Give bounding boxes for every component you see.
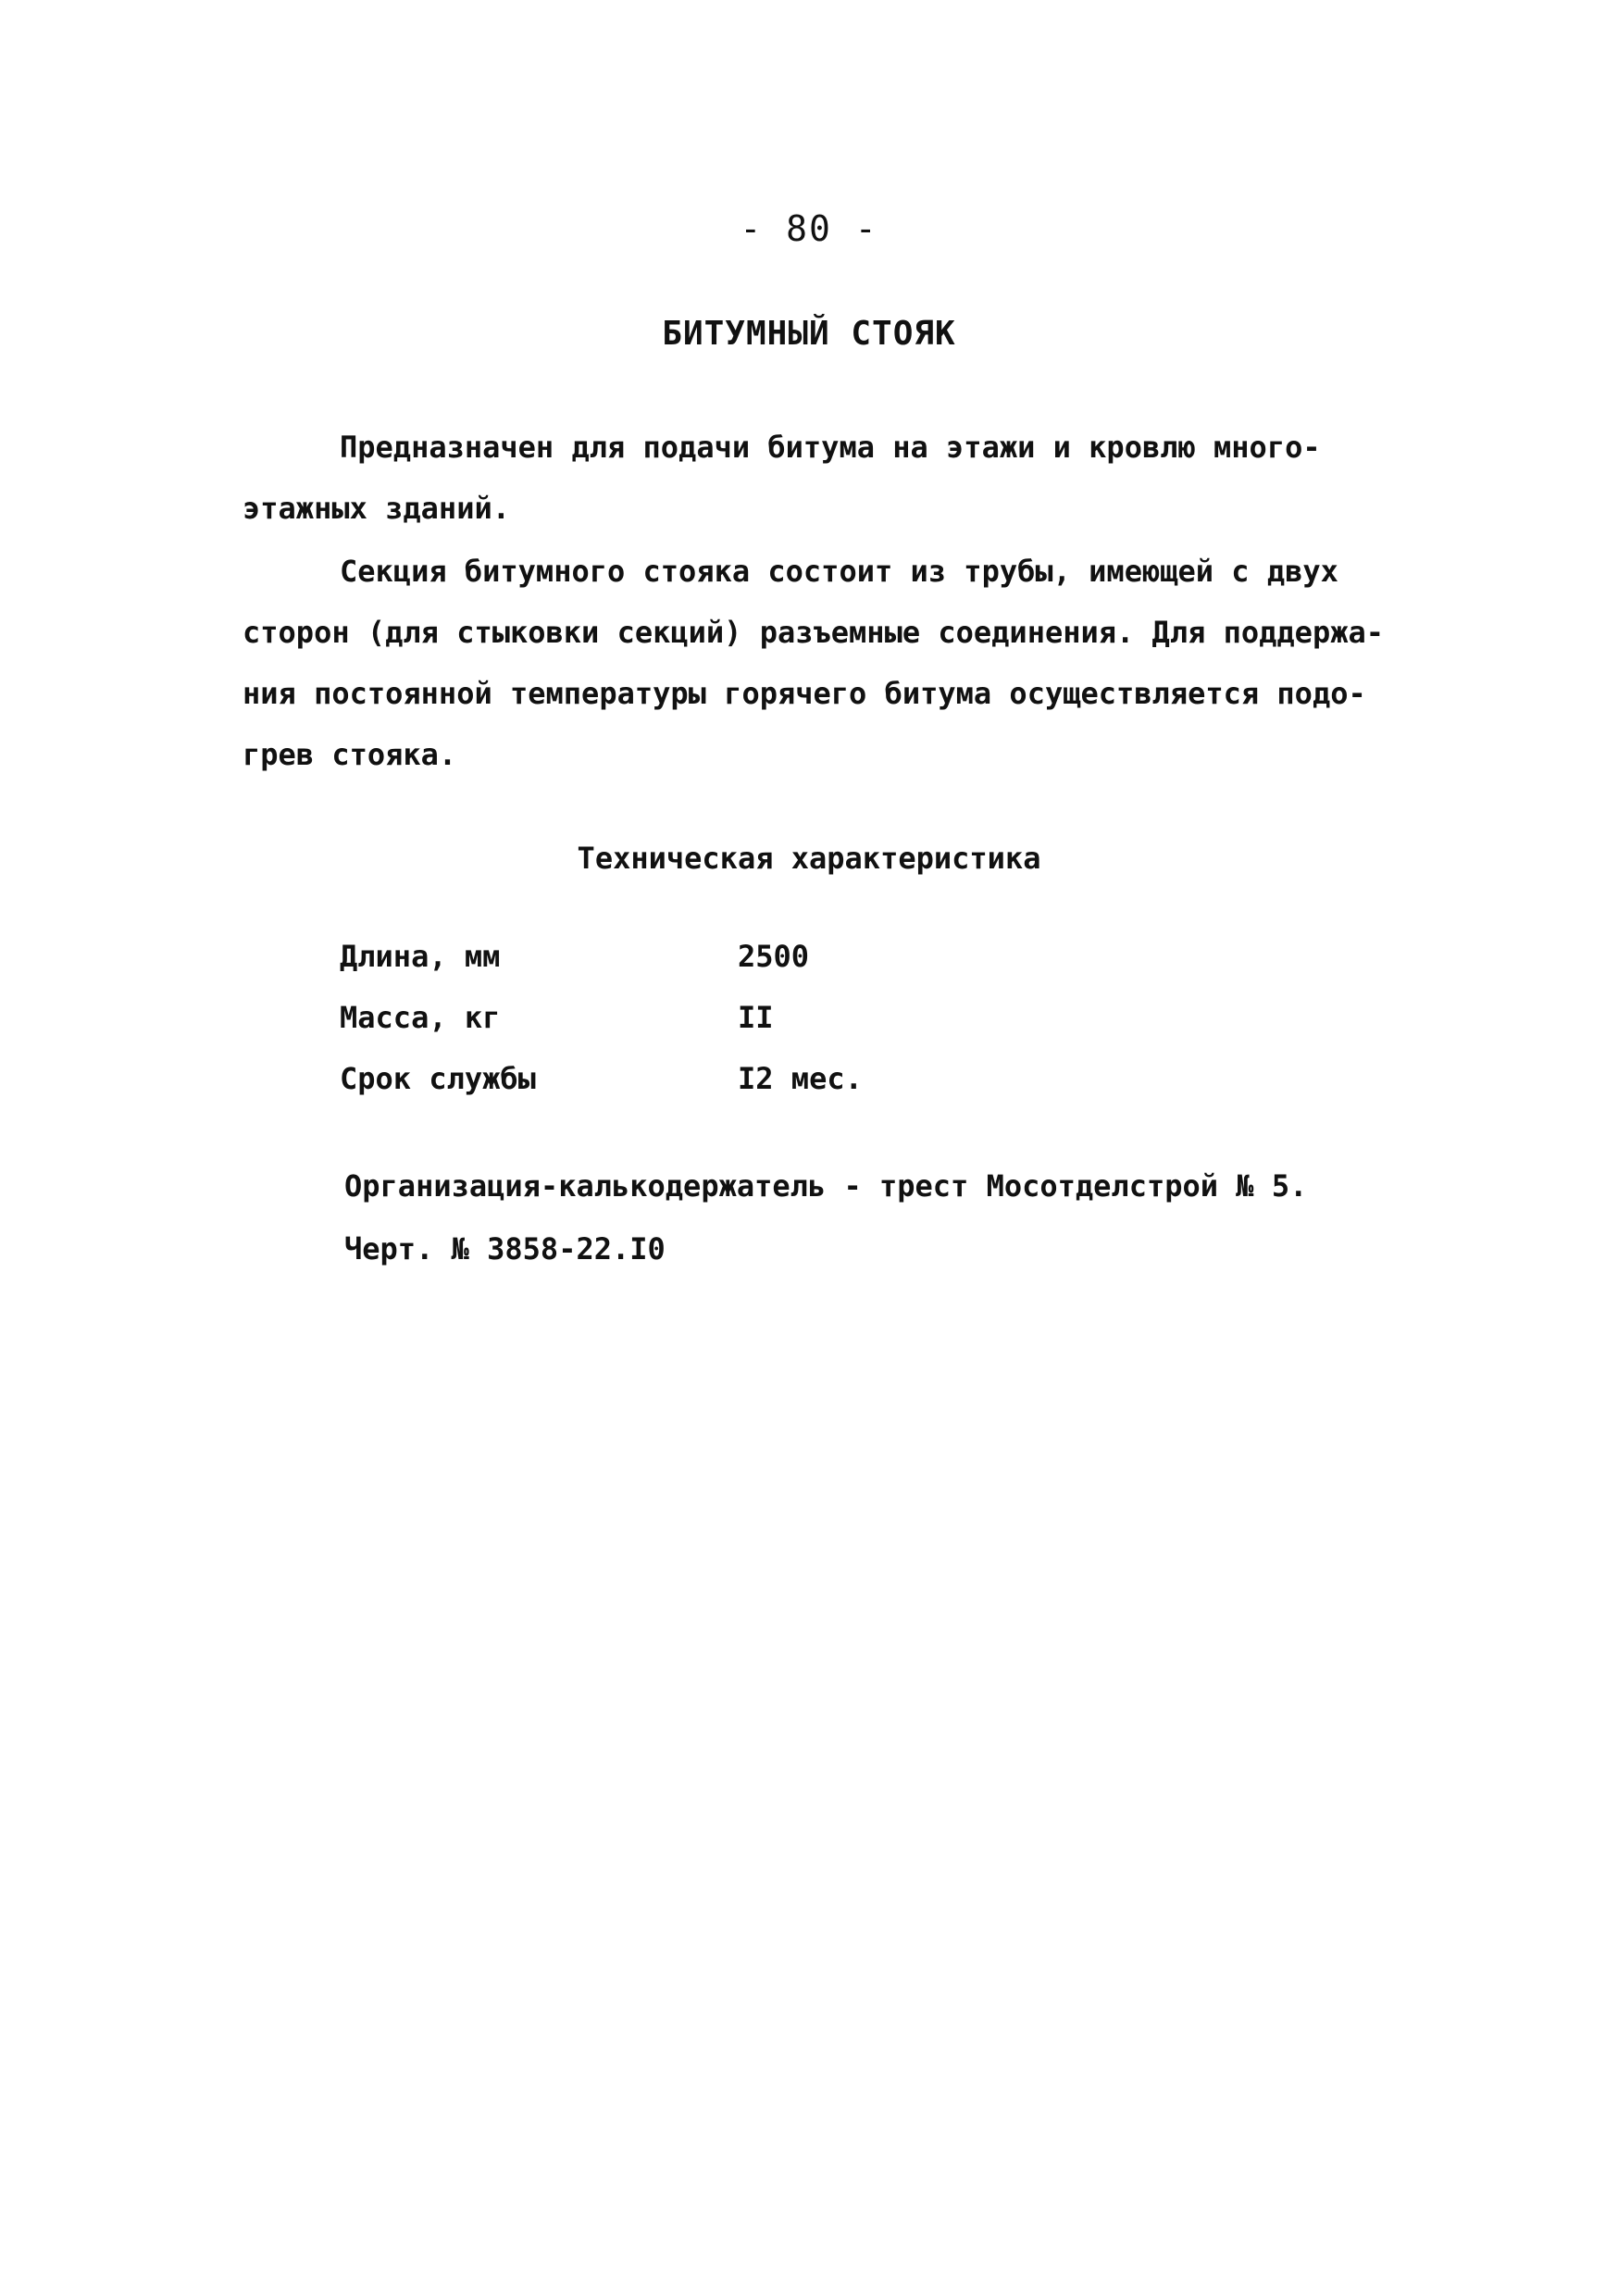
paragraph-line: этажных зданий. bbox=[243, 491, 510, 526]
specs-row bbox=[340, 926, 863, 987]
specs-row bbox=[340, 1048, 863, 1109]
paragraph-purpose bbox=[243, 417, 1446, 539]
specs-row bbox=[340, 987, 863, 1048]
paragraph-line: грев стояка. bbox=[243, 737, 457, 772]
specs-table bbox=[340, 926, 863, 1109]
organization-line: Организация-калькодержатель - трест Мосотделстрой № 5. bbox=[344, 1168, 1308, 1204]
drawing-number-line: Черт. № 3858-22.I0 bbox=[344, 1231, 666, 1267]
spec-label: Длина, мм bbox=[340, 939, 501, 974]
document-title: БИТУМНЫЙ СТОЯК bbox=[662, 315, 956, 353]
specs-heading: Техническая характеристика bbox=[577, 841, 1041, 876]
spec-value: 2500 bbox=[738, 939, 810, 974]
paragraph-line: Предназначен для подачи битума на этажи и кровлю много- bbox=[340, 430, 1321, 465]
paragraph-line: ния постоянной температуры горячего битума осуществляется подо- bbox=[243, 676, 1366, 711]
spec-label: Масса, кг bbox=[340, 1000, 501, 1035]
spec-label: Срок службы bbox=[340, 1061, 536, 1096]
spec-value: I2 мес. bbox=[738, 1061, 863, 1096]
paragraph-description bbox=[243, 541, 1446, 785]
paragraph-line: сторон (для стыковки секций) разъемные соединения. Для поддержа- bbox=[243, 615, 1384, 650]
paragraph-line: Секция битумного стояка состоит из трубы, имеющей с двух bbox=[340, 554, 1338, 589]
spec-value: II bbox=[738, 1000, 774, 1035]
page-number: - 80 - bbox=[740, 208, 878, 249]
